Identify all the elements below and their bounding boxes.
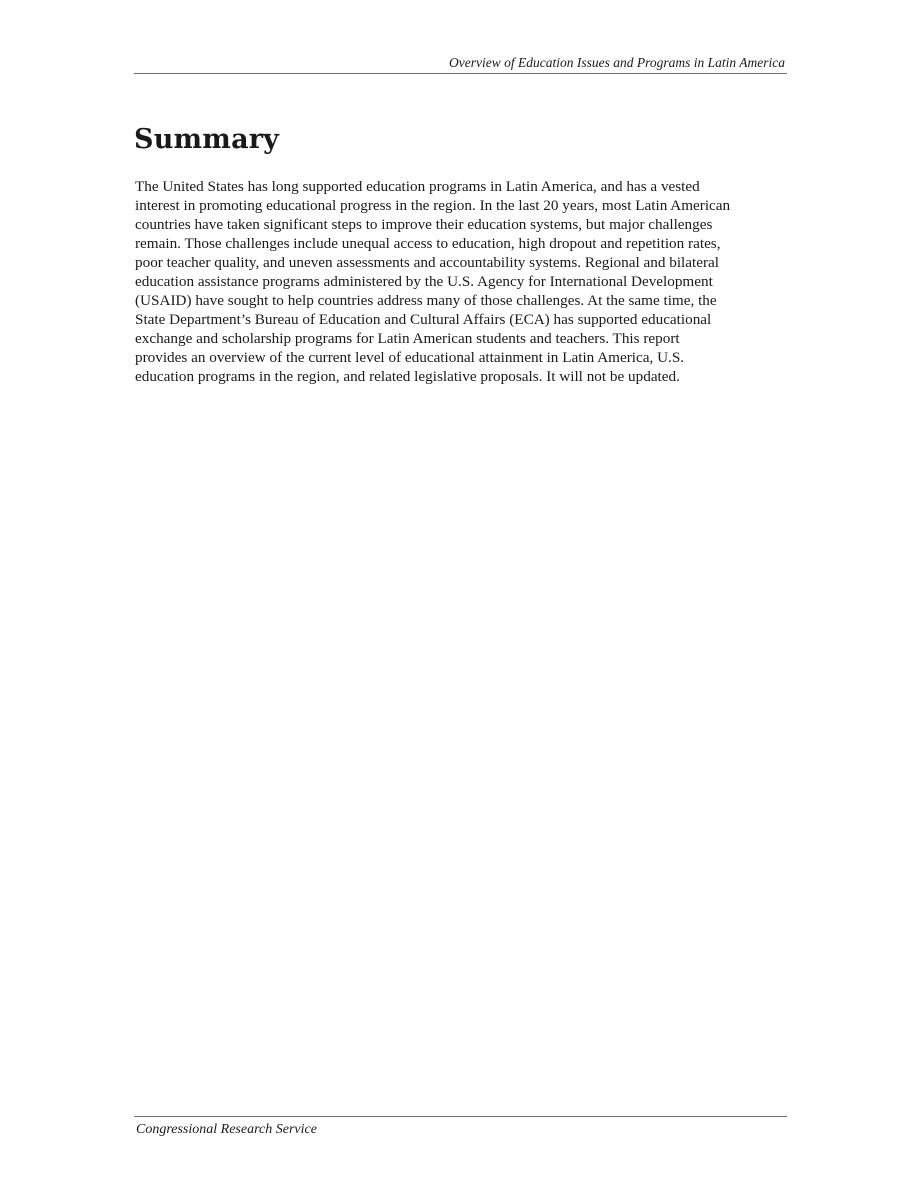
running-header-title: Overview of Education Issues and Programs in Latin America [449, 55, 785, 70]
section-heading: Summary [134, 124, 280, 155]
summary-line: countries have taken significant steps to improve their education systems, but major challenges [135, 216, 713, 233]
summary-line: The United States has long supported education programs in Latin America, and has a vested [135, 178, 700, 195]
summary-line: (USAID) have sought to help countries address many of those challenges. At the same time, the [135, 292, 717, 309]
summary-line: remain. Those challenges include unequal access to education, high dropout and repetition rates, [135, 235, 721, 252]
running-footer-organization: Congressional Research Service [136, 1122, 317, 1137]
running-footer [134, 1116, 787, 1137]
summary-line: education assistance programs administered by the U.S. Agency for International Development [135, 273, 713, 290]
summary-line: interest in promoting educational progress in the region. In the last 20 years, most Latin American [135, 197, 731, 214]
summary-line: exchange and scholarship programs for Latin American students and teachers. This report [135, 330, 680, 347]
summary-line: State Department’s Bureau of Education and Cultural Affairs (ECA) has supported educational [135, 311, 712, 328]
running-header [134, 54, 787, 74]
summary-line: education programs in the region, and related legislative proposals. It will not be updated. [135, 368, 680, 385]
summary-paragraph [135, 177, 788, 386]
summary-line: provides an overview of the current level of educational attainment in Latin America, U.S. [135, 349, 685, 366]
summary-line: poor teacher quality, and uneven assessments and accountability systems. Regional and bilateral [135, 254, 719, 271]
